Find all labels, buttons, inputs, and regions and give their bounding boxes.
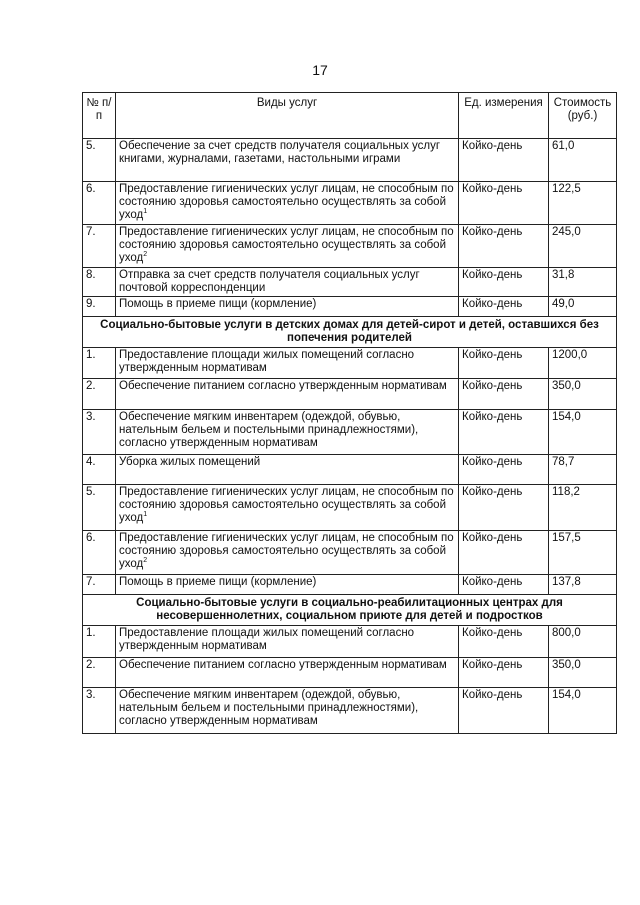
section2-title: Социально-бытовые услуги в детских домах для детей-сирот и детей, оставшихся без попечения родителей: [83, 317, 617, 348]
service-cost: [549, 658, 617, 688]
unit-of-measure: [459, 139, 549, 182]
service-name: [116, 531, 459, 575]
service-cost: [549, 348, 617, 379]
service-name-text: Обеспечение мягким инвентарем (одеждой, обувью, нательным бельем и постельными принадлежностями), согласно утвержденным нормативам: [119, 411, 419, 449]
service-name-text: Помощь в приеме пищи (кормление): [119, 298, 317, 310]
header-cost: Стоимость (руб.): [549, 93, 617, 139]
unit-text: Койко-день: [462, 226, 523, 238]
group3-body: [83, 626, 617, 734]
service-cost: [549, 455, 617, 485]
header-service: Виды услуг: [116, 93, 459, 139]
row-number-text: 7.: [86, 226, 96, 238]
table-row: [83, 268, 617, 297]
unit-text: Койко-день: [462, 532, 523, 544]
service-cost: [549, 182, 617, 225]
service-name-text: Уборка жилых помещений: [119, 456, 261, 468]
row-number-text: 2.: [86, 659, 96, 671]
table-row: [83, 455, 617, 485]
service-name: [116, 379, 459, 410]
unit-text: Койко-день: [462, 183, 523, 195]
unit-of-measure: [459, 485, 549, 531]
row-number: [83, 268, 116, 297]
service-name: [116, 268, 459, 297]
unit-text: Койко-день: [462, 269, 523, 281]
service-name: [116, 410, 459, 455]
unit-of-measure: [459, 348, 549, 379]
row-number: [83, 485, 116, 531]
unit-of-measure: [459, 410, 549, 455]
table-row: [83, 658, 617, 688]
service-name-text: Предоставление площади жилых помещений согласно утвержденным нормативам: [119, 349, 415, 374]
service-name-text: Предоставление гигиенических услуг лицам, не способным по состоянию здоровья самостоятельно осуществлять за собой уход: [119, 226, 454, 264]
unit-text: Койко-день: [462, 627, 523, 639]
service-cost: [549, 688, 617, 734]
service-name: [116, 485, 459, 531]
row-number: [83, 225, 116, 268]
header-unit: Ед. измерения: [459, 93, 549, 139]
service-cost: [549, 575, 617, 595]
table-row: [83, 182, 617, 225]
footnote-mark: 2: [143, 557, 148, 565]
table-row: [83, 485, 617, 531]
row-number: [83, 410, 116, 455]
service-name: [116, 182, 459, 225]
unit-of-measure: [459, 455, 549, 485]
row-number-text: 5.: [86, 140, 96, 152]
service-name: [116, 225, 459, 268]
unit-of-measure: [459, 225, 549, 268]
section3-title: Социально-бытовые услуги в социально-реабилитационных центрах для несовершеннолетних, социальном приюте для детей и подростков: [83, 595, 617, 626]
cost-text: 350,0: [552, 659, 581, 671]
unit-text: Койко-день: [462, 689, 523, 701]
service-name-text: Обеспечение питанием согласно утвержденным нормативам: [119, 659, 447, 671]
unit-text: Койко-день: [462, 298, 523, 310]
service-name: [116, 139, 459, 182]
section2: [83, 317, 617, 348]
footnote-mark: 1: [143, 208, 148, 216]
cost-text: 800,0: [552, 627, 581, 639]
cost-text: 245,0: [552, 226, 581, 238]
service-name: [116, 626, 459, 658]
service-cost: [549, 531, 617, 575]
table-row: [83, 575, 617, 595]
section-header-row: [83, 317, 617, 348]
row-number-text: 7.: [86, 576, 96, 588]
section-header-row: [83, 595, 617, 626]
cost-text: 350,0: [552, 380, 581, 392]
service-name-text: Обеспечение за счет средств получателя социальных услуг книгами, журналами, газетами, настольными играми: [119, 140, 441, 165]
unit-of-measure: [459, 379, 549, 410]
row-number: [83, 182, 116, 225]
row-number: [83, 139, 116, 182]
service-cost: [549, 485, 617, 531]
table-row: [83, 688, 617, 734]
unit-of-measure: [459, 297, 549, 317]
unit-of-measure: [459, 268, 549, 297]
table-row: [83, 531, 617, 575]
table-row: [83, 139, 617, 182]
table-header-row: [83, 93, 617, 139]
service-name-text: Предоставление площади жилых помещений согласно утвержденным нормативам: [119, 627, 415, 652]
service-cost: [549, 225, 617, 268]
service-name-text: Обеспечение мягким инвентарем (одеждой, обувью, нательным бельем и постельными принадлежностями), согласно утвержденным нормативам: [119, 689, 419, 727]
unit-text: Койко-день: [462, 140, 523, 152]
unit-text: Койко-день: [462, 456, 523, 468]
cost-text: 122,5: [552, 183, 581, 195]
cost-text: 154,0: [552, 689, 581, 701]
footnote-mark: 1: [143, 511, 148, 519]
table-row: [83, 225, 617, 268]
cost-text: 78,7: [552, 456, 575, 468]
service-name: [116, 658, 459, 688]
row-number: [83, 297, 116, 317]
unit-of-measure: [459, 688, 549, 734]
service-cost: [549, 626, 617, 658]
table-row: [83, 626, 617, 658]
cost-text: 1200,0: [552, 349, 588, 361]
table-row: [83, 297, 617, 317]
row-number-text: 6.: [86, 183, 96, 195]
row-number-text: 6.: [86, 532, 96, 544]
service-name-text: Помощь в приеме пищи (кормление): [119, 576, 317, 588]
service-name: [116, 688, 459, 734]
page-number: 17: [312, 62, 328, 78]
unit-text: Койко-день: [462, 486, 523, 498]
unit-text: Койко-день: [462, 576, 523, 588]
row-number-text: 5.: [86, 486, 96, 498]
group1-body: [83, 139, 617, 317]
service-name: [116, 297, 459, 317]
service-name-text: Предоставление гигиенических услуг лицам, не способным по состоянию здоровья самостоятельно осуществлять за собой уход: [119, 532, 454, 570]
cost-text: 31,8: [552, 269, 575, 281]
row-number-text: 3.: [86, 411, 96, 423]
service-name-text: Отправка за счет средств получателя социальных услуг почтовой корреспонденции: [119, 269, 420, 294]
unit-of-measure: [459, 575, 549, 595]
table-row: [83, 379, 617, 410]
table-row: [83, 410, 617, 455]
unit-of-measure: [459, 531, 549, 575]
row-number: [83, 658, 116, 688]
row-number-text: 4.: [86, 456, 96, 468]
service-name-text: Предоставление гигиенических услуг лицам, не способным по состоянию здоровья самостоятельно осуществлять за собой уход: [119, 183, 454, 221]
row-number-text: 3.: [86, 689, 96, 701]
row-number: [83, 531, 116, 575]
unit-text: Койко-день: [462, 659, 523, 671]
cost-text: 61,0: [552, 140, 575, 152]
unit-of-measure: [459, 626, 549, 658]
section3: [83, 595, 617, 626]
header-num: № п/п: [83, 93, 116, 139]
unit-of-measure: [459, 182, 549, 225]
row-number-text: 1.: [86, 349, 96, 361]
service-name: [116, 348, 459, 379]
cost-text: 49,0: [552, 298, 575, 310]
service-name-text: Обеспечение питанием согласно утвержденным нормативам: [119, 380, 447, 392]
service-cost: [549, 268, 617, 297]
cost-text: 137,8: [552, 576, 581, 588]
service-cost: [549, 297, 617, 317]
cost-text: 118,2: [552, 486, 580, 498]
service-cost: [549, 410, 617, 455]
row-number-text: 2.: [86, 380, 96, 392]
service-cost: [549, 379, 617, 410]
footnote-mark: 2: [143, 251, 148, 259]
row-number-text: 1.: [86, 627, 96, 639]
group2-body: [83, 348, 617, 595]
service-name: [116, 575, 459, 595]
cost-text: 154,0: [552, 411, 581, 423]
row-number-text: 8.: [86, 269, 96, 281]
unit-text: Койко-день: [462, 349, 523, 361]
cost-text: 157,5: [552, 532, 581, 544]
table-row: [83, 348, 617, 379]
row-number: [83, 626, 116, 658]
service-name-text: Предоставление гигиенических услуг лицам, не способным по состоянию здоровья самостоятельно осуществлять за собой уход: [119, 486, 454, 524]
row-number: [83, 379, 116, 410]
service-cost: [549, 139, 617, 182]
row-number: [83, 575, 116, 595]
service-name: [116, 455, 459, 485]
row-number-text: 9.: [86, 298, 96, 310]
unit-text: Койко-день: [462, 380, 523, 392]
row-number: [83, 455, 116, 485]
row-number: [83, 348, 116, 379]
row-number: [83, 688, 116, 734]
services-tariff-table: [82, 92, 617, 734]
unit-of-measure: [459, 658, 549, 688]
unit-text: Койко-день: [462, 411, 523, 423]
